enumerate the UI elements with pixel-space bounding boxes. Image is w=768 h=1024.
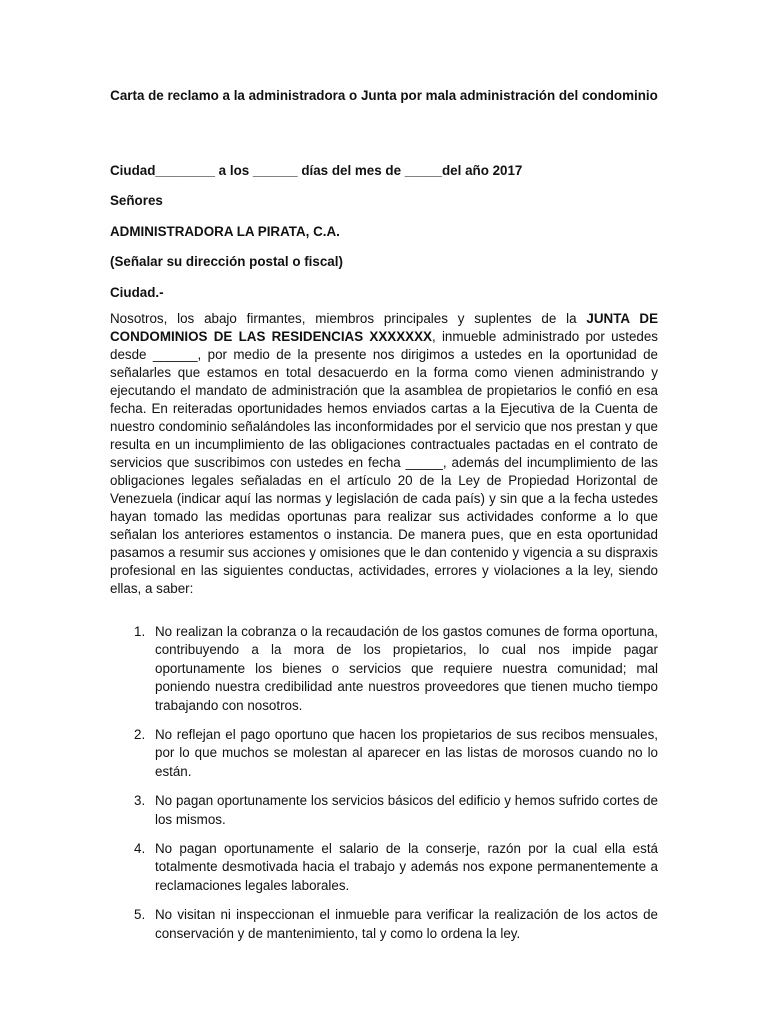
list-item: [110, 792, 658, 829]
list-item: [110, 623, 658, 715]
complaint-list: [110, 623, 658, 954]
city-line: Ciudad.-: [110, 285, 164, 300]
address-note: (Señalar su dirección postal o fiscal): [110, 254, 343, 269]
list-item: [110, 906, 658, 943]
recipient-name: ADMINISTRADORA LA PIRATA, C.A.: [110, 224, 340, 239]
list-item-number: 5.: [134, 907, 146, 923]
list-item-number: 3.: [134, 793, 146, 809]
body-intro: Nosotros, los abajo firmantes, miembros principales y suplentes de la: [110, 311, 587, 326]
list-item-text: No pagan oportunamente los servicios básicos del edificio y hemos sufrido cortes de los mismos.: [155, 793, 658, 827]
list-item: [110, 726, 658, 781]
body-bold-entity: JUNTA DE CONDOMINIOS DE LAS RESIDENCIAS XXXXXXX: [110, 311, 659, 344]
letter-body: [110, 310, 658, 598]
list-item-number: 1.: [134, 624, 146, 639]
salutation: Señores: [110, 193, 163, 208]
list-item-number: 4.: [134, 841, 146, 857]
list-item-number: 2.: [134, 727, 146, 743]
list-item-text: No reflejan el pago oportuno que hacen los propietarios de sus recibos mensuales, por lo que muchos se molestan al aparecer en las listas de morosos cuando no lo están.: [155, 727, 658, 779]
body-rest: , inmueble administrado por ustedes desde ______, por medio de la presente nos dirigimos a ustedes en la oportunidad de señalarles que estamos en total desacuerdo en la forma como vienen administrando y ejecutando el mandato de administración que la asamblea de propietarios le confió en esa fecha. En reiteradas oportunidades hemos enviados cartas a la Ejecutiva de la Cuenta de nuestro condominio señalándoles las inconformidades por el servicio que nos prestan y que resulta en un incumplimiento de las obligaciones contractuales pactadas en el contrato de servicios que suscribimos con ustedes en fecha _____, además del incumplimiento de las obligaciones legales señaladas en el artículo 20 de la Ley de Propiedad Horizontal de Venezuela (indicar aquí las normas y legislación de cada país) y sin que a la fecha ustedes hayan tomado las medidas oportunas para realizar sus actividades conforme a lo que señalan los anteriores estamentos o instancia. De manera pues, que en esta oportunidad pasamos a resumir sus acciones y omisiones que le dan contenido y vigencia a su dispraxis profesional en las siguientes conductas, actividades, errores y violaciones a la ley, siendo ellas, a saber:: [110, 329, 658, 596]
date-line: Ciudad________ a los ______ días del mes de _____del año 2017: [110, 163, 523, 178]
list-item-text: No realizan la cobranza o la recaudación de los gastos comunes de forma oportuna, contribuyendo a la mora de los propietarios, lo cual nos impide pagar oportunamente los bienes o servicios que requiere nuestra comunidad; mal poniendo nuestra credibilidad ante nuestros proveedores que tienen mucho tiempo trabajando con nosotros.: [155, 624, 658, 713]
list-item: [110, 840, 658, 895]
letter-title: Carta de reclamo a la administradora o Junta por mala administración del condominio: [110, 88, 658, 103]
list-item-text: No pagan oportunamente el salario de la conserje, razón por la cual ella está totalmente desmotivada hacia el trabajo y además nos expone permanentemente a reclamaciones legales laborales.: [155, 841, 658, 893]
list-item-text: No visitan ni inspeccionan el inmueble para verificar la realización de los actos de conservación y de mantenimiento, tal y como lo ordena la ley.: [155, 907, 658, 941]
